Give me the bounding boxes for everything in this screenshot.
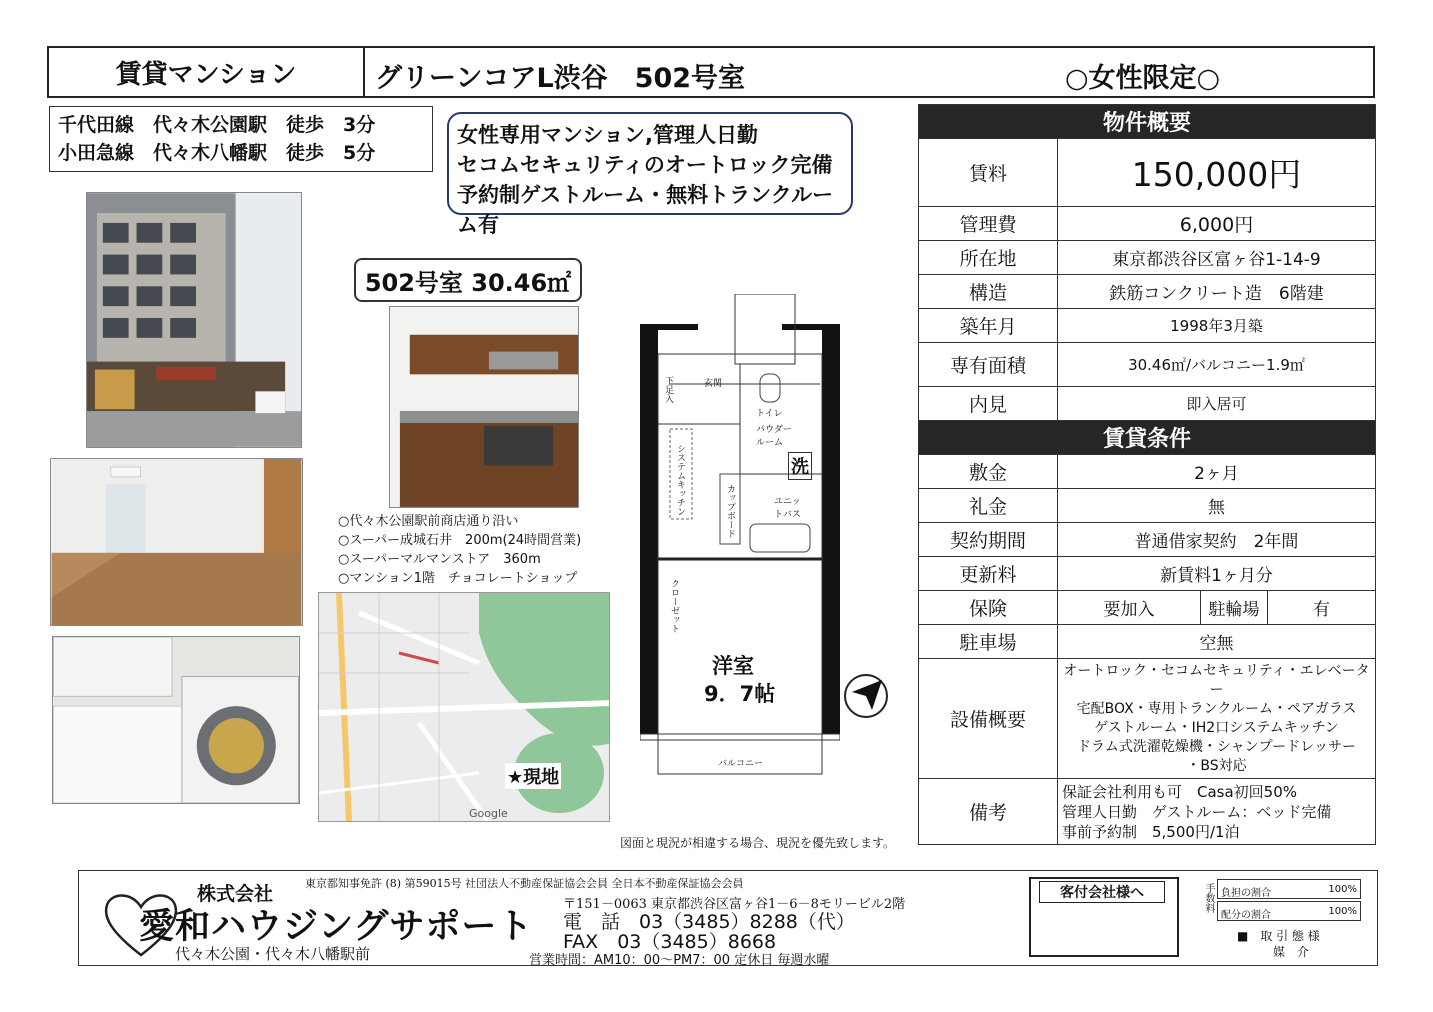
equipment-line: オートロック・セコムセキュリティ・エレベーター	[1063, 662, 1370, 698]
conditions-title: 賃貸条件	[919, 421, 1376, 455]
stamp-box	[1029, 877, 1179, 957]
overview-title: 物件概要	[919, 105, 1376, 139]
floorplan	[640, 294, 840, 784]
washroom-photo	[52, 636, 300, 804]
unit-label-box	[354, 258, 582, 302]
key-money-label: 礼金	[919, 489, 1058, 523]
remarks-label: 備考	[919, 779, 1058, 845]
neighborhood-item: ○代々木公園駅前商店通り沿い	[338, 514, 519, 529]
fp-closet: クローゼット	[669, 579, 679, 633]
current-location-marker	[505, 763, 561, 789]
feature-line-3: 予約制ゲストルーム・無料トランクルーム有	[457, 183, 834, 237]
transaction-type-value: 媒 介	[1273, 945, 1310, 959]
insurance-label: 保険	[919, 591, 1058, 625]
structure-value: 鉄筋コンクリート造 6階建	[1058, 275, 1376, 309]
restriction-label: ○女性限定○	[1065, 63, 1221, 94]
address-value: 東京都渋谷区富ヶ谷1-14-9	[1058, 241, 1376, 275]
equipment-line: ドラム式洗濯乾燥機・シャンプードレッサー	[1076, 738, 1357, 755]
neighborhood-item: ○マンション1階 チョコレートショップ	[338, 571, 578, 586]
feature-line-2: セコムセキュリティのオートロック完備	[457, 153, 833, 177]
fee-row-2-label: 配分の割合	[1221, 910, 1271, 921]
fp-balcony: バルコニー	[718, 759, 764, 769]
remarks-line: 保証会社利用も可 Casa初回50%	[1062, 782, 1298, 801]
header-type	[47, 46, 365, 98]
equipment-line: ・BS対応	[1186, 757, 1247, 774]
company-tel: 電 話 03（3485）8288（代）	[563, 911, 855, 933]
rent-value: 150,000円	[1058, 139, 1376, 207]
mgmt-fee-value: 6,000円	[1058, 207, 1376, 241]
area-label: 専有面積	[919, 343, 1058, 387]
remarks-value	[1058, 779, 1376, 845]
disclaimer: 図面と現況が相違する場合、現況を優先致します。	[620, 836, 896, 850]
neighborhood-list	[338, 512, 628, 588]
remarks-line: 管理人日勤 ゲストルーム：ベッド完備	[1062, 802, 1332, 821]
fee-row-1-label: 負担の割合	[1221, 888, 1271, 899]
built-label: 築年月	[919, 309, 1058, 343]
current-location-label: ★現地	[507, 767, 560, 788]
interior-photo	[50, 458, 303, 626]
fp-toilet: トイレ	[756, 409, 783, 419]
structure-label: 構造	[919, 275, 1058, 309]
viewing-label: 内見	[919, 387, 1058, 421]
fp-bath: ユニットバス	[774, 497, 801, 520]
property-type: 賃貸マンション	[115, 59, 297, 90]
neighborhood-item: ○スーパー成城石井 200m(24時間営業)	[338, 533, 582, 548]
built-value: 1998年3月築	[1058, 309, 1376, 343]
fee-row-1	[1217, 879, 1361, 899]
license-text: 東京都知事免許 (8) 第59015号 社団法人不動産保証協会会員 全日本不動産保証協会会員	[305, 877, 744, 890]
map-logo: Google	[469, 807, 508, 820]
fee-row-1-value: 100%	[1328, 884, 1357, 895]
fp-entrance: 玄関	[704, 379, 723, 389]
company-stations: 代々木公園・代々木八幡駅前	[175, 945, 371, 963]
fp-kitchen: システムキッチン	[675, 444, 685, 516]
kitchen-photo	[389, 306, 579, 508]
north-arrow-icon	[842, 672, 890, 720]
fp-laundry: 洗	[788, 452, 812, 480]
neighborhood-item: ○スーパーマルマンストア 360m	[338, 552, 541, 567]
business-hours: 営業時間：AM10：00～PM7：00 定休日 毎週水曜	[529, 953, 830, 968]
address-label: 所在地	[919, 241, 1058, 275]
spec-table	[918, 104, 1376, 845]
access-line-1: 千代田線 代々木公園駅 徒歩 3分	[58, 114, 376, 136]
deposit-value: 2ヶ月	[1058, 455, 1376, 489]
unit-label: 502号室 30.46㎡	[364, 268, 572, 297]
exterior-photo	[86, 192, 302, 448]
equipment-label: 設備概要	[919, 659, 1058, 779]
feature-line-1: 女性専用マンション,管理人日勤	[457, 123, 759, 147]
access-box	[49, 106, 433, 172]
parking-value: 空無	[1058, 625, 1376, 659]
area-value: 30.46㎡/バルコニー1.9㎡	[1058, 343, 1376, 387]
contract-label: 契約期間	[919, 523, 1058, 557]
deposit-label: 敷金	[919, 455, 1058, 489]
fp-cupboard: カップボード	[725, 484, 735, 538]
contract-value: 普通借家契約 2年間	[1058, 523, 1376, 557]
bike-value: 有	[1268, 591, 1376, 625]
equipment-line: 宅配BOX・専用トランクルーム・ペアガラス	[1076, 700, 1357, 717]
transaction-type-label: ■ 取 引 態 様	[1237, 929, 1320, 943]
renewal-label: 更新料	[919, 557, 1058, 591]
access-line-2: 小田急線 代々木八幡駅 徒歩 5分	[58, 142, 376, 164]
parking-label: 駐車場	[919, 625, 1058, 659]
insurance-value: 要加入	[1058, 591, 1201, 625]
equipment-line: ゲストルーム・IH2口システムキッチン	[1094, 719, 1339, 736]
company-name: 愛和ハウジングサポート	[139, 906, 534, 947]
fee-box	[1197, 877, 1365, 961]
bike-label: 駐輪場	[1201, 591, 1268, 625]
rent-label: 賃料	[919, 139, 1058, 207]
fee-row-2	[1217, 901, 1361, 921]
fee-row-2-value: 100%	[1328, 906, 1357, 917]
viewing-value: 即入居可	[1058, 387, 1376, 421]
fp-powder: パウダールーム	[756, 425, 792, 448]
fee-side-label: 手数料	[1203, 883, 1214, 913]
mgmt-fee-label: 管理費	[919, 207, 1058, 241]
building-name: グリーンコアL渋谷 502号室	[375, 63, 746, 94]
renewal-value: 新賃料1ヶ月分	[1058, 557, 1376, 591]
corp-prefix: 株式会社	[197, 883, 274, 905]
area-map	[318, 592, 610, 822]
key-money-value: 無	[1058, 489, 1376, 523]
equipment-value	[1058, 659, 1376, 779]
company-fax: FAX 03（3485）8668	[563, 931, 777, 953]
overview-table	[918, 104, 1376, 845]
feature-note	[447, 112, 853, 237]
map-graphic	[319, 593, 610, 822]
header-main	[365, 46, 1375, 98]
floorplan-walls	[640, 294, 840, 784]
remarks-line: 事前予約制 5,500円/1泊	[1062, 822, 1240, 841]
footer	[78, 870, 1378, 966]
fp-room-name: 洋室	[712, 654, 754, 678]
fp-room-size: 9．7帖	[704, 682, 776, 706]
company-address: 〒151－0063 東京都渋谷区富ヶ谷1－6－8モリービル2階	[563, 897, 906, 912]
stamp-title: 客付会社様へ	[1039, 881, 1165, 903]
fp-shoebox: 下足入	[663, 376, 673, 403]
